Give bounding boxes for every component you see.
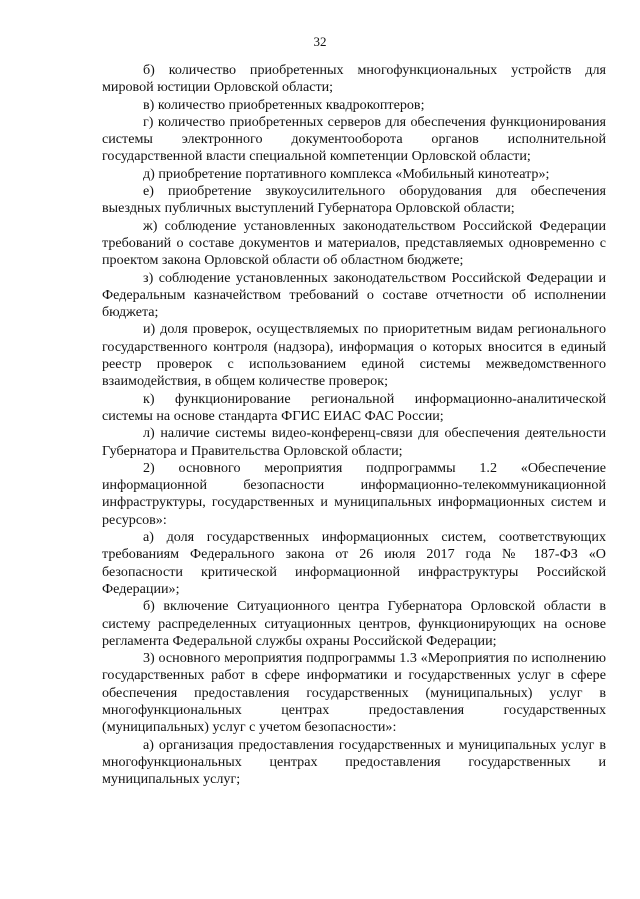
paragraph-2-subprogram-1-2: 2) основного мероприятия подпрограммы 1.2 «Обеспечение информационной безопасности информационно-телекоммуникационной инфраструктуры, государственных и муниципальных информационных систем и ресурсов»: [102, 459, 606, 528]
paragraph-v-quadcopters: в) количество приобретенных квадрокоптеров; [143, 96, 425, 113]
paragraph-3-subprogram-1-3: 3) основного мероприятия подпрограммы 1.3 «Мероприятия по исполнению государственных работ в сфере информатики и государственных услуг в сфере обеспечения предоставления государственных (муниципальных) услуг в многофункциональных центрах предоставления государственных (муниципальных) услуг с учетом безопасности»: [102, 650, 606, 736]
paragraph-b-mfu: б) количество приобретенных многофункциональных устройств для мировой юстиции Орловской области; [102, 62, 606, 96]
paragraph-k-analytics-system: к) функционирование региональной информационно-аналитической системы на основе стандарта ФГИС ЕИАС ФАС России; [102, 390, 606, 424]
paragraph-g-servers: г) количество приобретенных серверов для обеспечения функционирования системы электронного документооборота органов исполнительной государственной власти специальной компетенции Орловской области; [102, 113, 606, 165]
paragraph-z-budget-reporting: з) соблюдение установленных законодательством Российской Федерации и Федеральным казначейством требований о составе отчетности об исполнении бюджета; [102, 269, 606, 321]
document-body [102, 62, 606, 788]
paragraph-i-inspections: и) доля проверок, осуществляемых по приоритетным видам регионального государственного контроля (надзора), информация о которых вносится в единый реестр проверок с использованием единой системы межведомственного взаимодействия, в общем количестве проверок; [102, 321, 606, 390]
paragraph-a-information-systems: а) доля государственных информационных систем, соответствующих требованиям Федерального закона от 26 июля 2017 года № 187-ФЗ «О безопасности критической информационной инфраструктуры Российской Федерации»; [102, 529, 606, 597]
paragraph-l-video-conference: л) наличие системы видео-конференц-связи для обеспечения деятельности Губернатора и Правительства Орловской области; [102, 425, 606, 459]
paragraph-e-sound-equipment: е) приобретение звукоусилительного оборудования для обеспечения выездных публичных выступлений Губернатора Орловской области; [102, 183, 606, 217]
paragraph-zh-budget-documents: ж) соблюдение установленных законодательством Российской Федерации требований о составе документов и материалов, представляемых одновременно с проектом закона Орловской области об областном бюджете; [102, 217, 606, 269]
page-number: 32 [313, 34, 327, 49]
paragraph-b-situation-center: б) включение Ситуационного центра Губернатора Орловской области в систему распределенных ситуационных центров, функционирующих на основе регламента Федеральной службы охраны Российской Федерации; [102, 598, 606, 649]
paragraph-d-mobile-cinema: д) приобретение портативного комплекса «Мобильный кинотеатр»; [143, 165, 550, 182]
paragraph-a-mfc-services: а) организация предоставления государственных и муниципальных услуг в многофункциональных центрах предоставления государственных и муниципальных услуг; [102, 736, 606, 788]
